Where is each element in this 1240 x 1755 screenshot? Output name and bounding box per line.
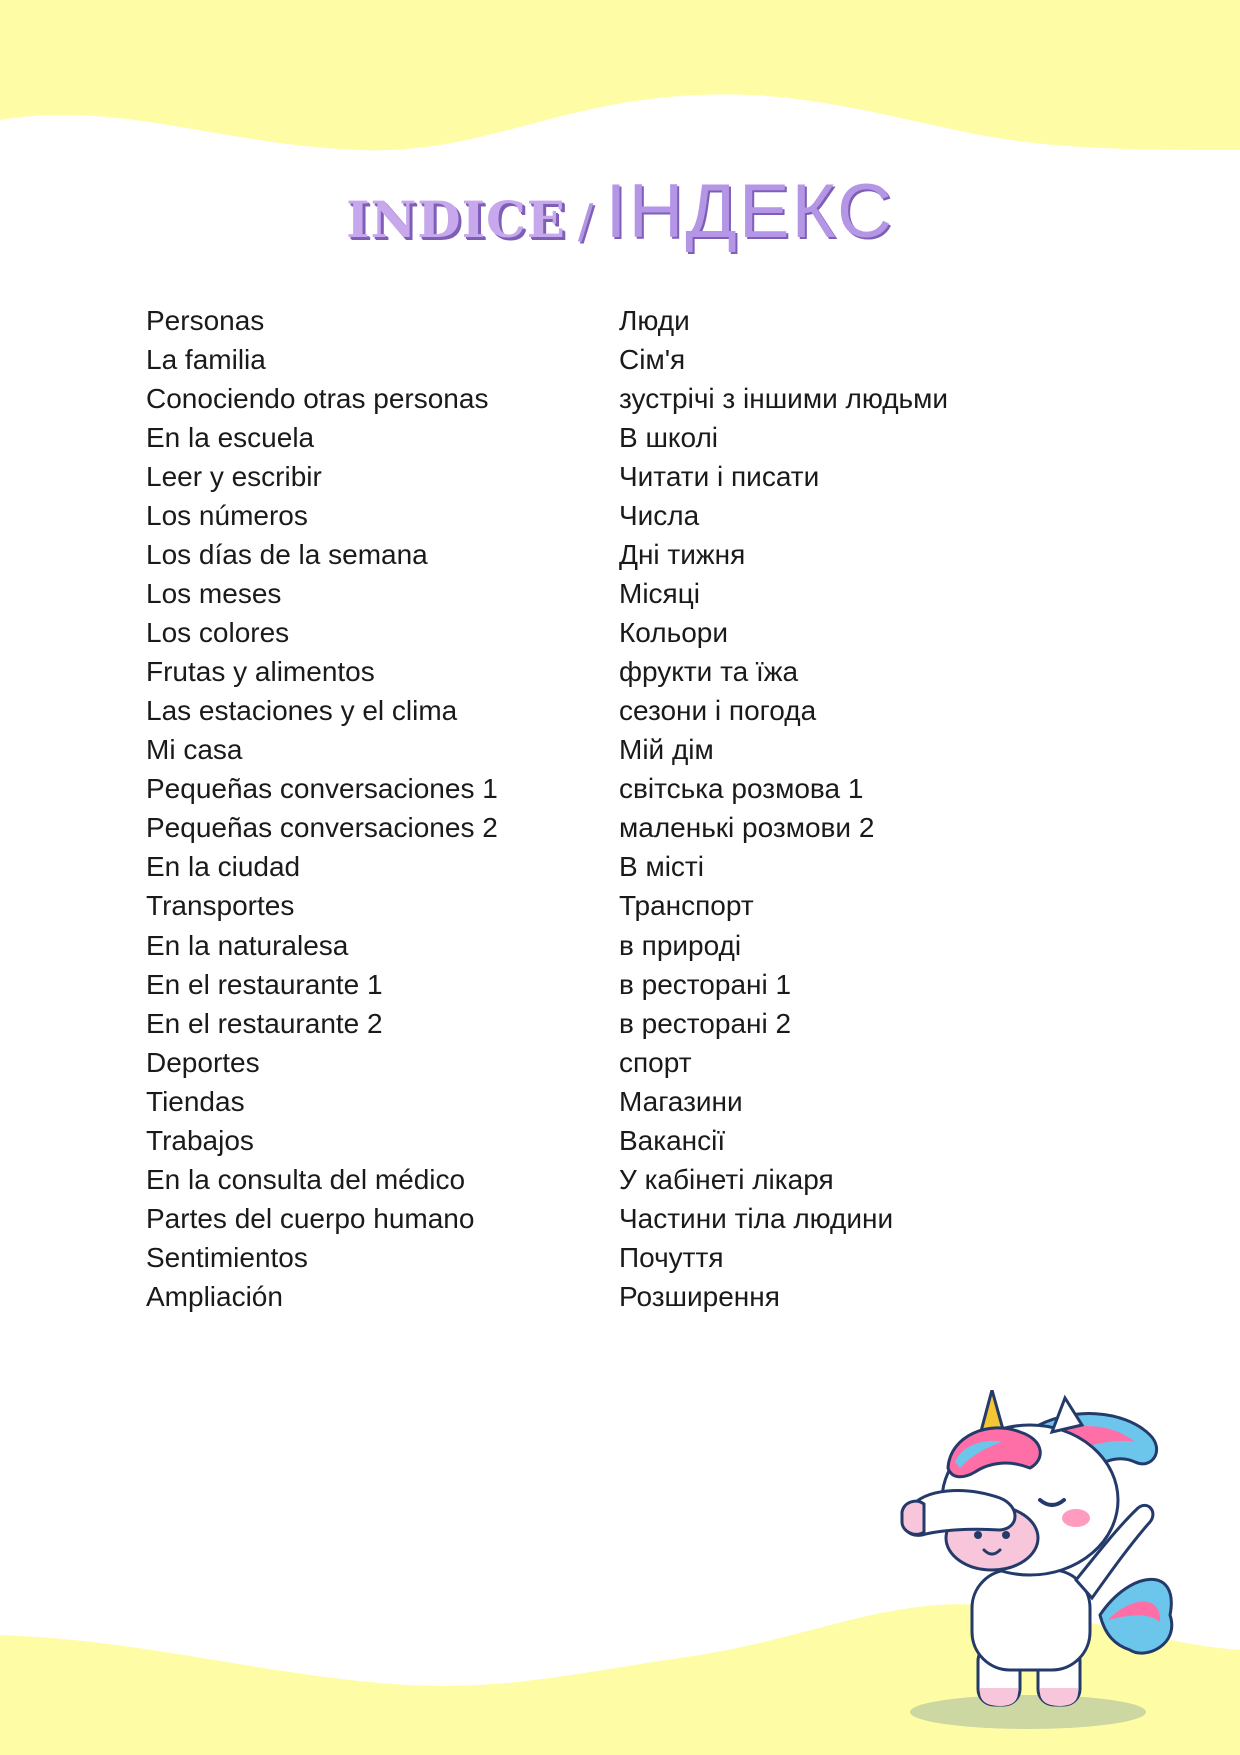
spanish-topic-item: Pequeñas conversaciones 2 xyxy=(146,812,498,844)
spanish-topic-item: Mi casa xyxy=(146,734,243,766)
spanish-topic-item: En la naturalesa xyxy=(146,929,349,961)
unicorn-cheek xyxy=(1062,1509,1090,1527)
spanish-topic-item: Los colores xyxy=(146,617,290,649)
ukrainian-topic-item: Вакансії xyxy=(619,1124,726,1156)
spanish-topic-item: Pequeñas conversaciones 1 xyxy=(146,773,498,805)
ukrainian-topic-item: Кольори xyxy=(619,617,728,649)
ukrainian-topic-item: Частини тіла людини xyxy=(619,1202,894,1234)
spanish-topic-item: Trabajos xyxy=(146,1124,254,1156)
title-ukrainian: ІНДЕКС xyxy=(605,169,894,254)
spanish-topic-item: Ampliación xyxy=(146,1280,283,1312)
ukrainian-topic-item: світська розмова 1 xyxy=(619,773,864,805)
spanish-topic-item: Los meses xyxy=(146,578,282,610)
ukrainian-topic-item: Сім'я xyxy=(619,344,686,376)
ukrainian-topic-item: Читати і писати xyxy=(619,461,820,493)
spanish-topic-item: Personas xyxy=(146,305,265,336)
unicorn-nostril-left xyxy=(974,1531,982,1539)
ukrainian-topic-item: Числа xyxy=(619,500,700,532)
ukrainian-topic-item: зустрічі з іншими людьми xyxy=(619,383,949,415)
ukrainian-topic-item: в ресторані 2 xyxy=(619,1007,792,1039)
spanish-topic-item: Deportes xyxy=(146,1046,260,1078)
top-wave-shape xyxy=(0,0,1240,150)
ukrainian-topic-item: в ресторані 1 xyxy=(619,968,792,1000)
title-spanish: INDICE xyxy=(346,190,566,249)
spanish-topic-item: En el restaurante 1 xyxy=(146,968,383,1000)
ukrainian-topic-item: Розширення xyxy=(619,1280,780,1312)
title-separator: / xyxy=(577,194,594,248)
spanish-topic-item: Tiendas xyxy=(146,1085,245,1117)
ukrainian-topic-item: маленькі розмови 2 xyxy=(619,812,875,844)
spanish-topic-item: Leer y escribir xyxy=(146,461,322,493)
spanish-topic-item: En la consulta del médico xyxy=(146,1163,466,1195)
spanish-topic-item: Los números xyxy=(146,500,308,532)
spanish-topic-item: Transportes xyxy=(146,890,295,922)
ukrainian-topic-item: спорт xyxy=(619,1046,692,1078)
spanish-topic-item: Sentimientos xyxy=(146,1241,308,1273)
spanish-topic-item: En la escuela xyxy=(146,422,315,454)
spanish-topic-item: La familia xyxy=(146,344,266,376)
spanish-topic-item: Los días de la semana xyxy=(146,539,428,571)
unicorn-nostril-right xyxy=(1002,1531,1010,1539)
spanish-topic-item: Las estaciones y el clima xyxy=(146,695,458,727)
unicorn-body xyxy=(972,1570,1090,1670)
spanish-topic-item: En el restaurante 2 xyxy=(146,1007,383,1039)
ukrainian-topic-item: У кабінеті лікаря xyxy=(619,1163,834,1195)
unicorn-ground-shadow xyxy=(910,1695,1146,1729)
ukrainian-topic-item: В місті xyxy=(619,851,704,883)
spanish-topic-item: En la ciudad xyxy=(146,851,301,883)
ukrainian-topic-item: Люди xyxy=(619,305,690,336)
ukrainian-topic-item: в природі xyxy=(619,929,742,961)
ukrainian-topic-item: сезони і погода xyxy=(619,695,817,727)
ukrainian-topic-item: Місяці xyxy=(619,578,700,610)
dabbing-unicorn-illustration xyxy=(880,1390,1180,1735)
spanish-topic-item: Frutas y alimentos xyxy=(146,656,375,688)
ukrainian-topic-item: В школі xyxy=(619,422,718,454)
unicorn-tail xyxy=(1100,1579,1172,1653)
ukrainian-topic-item: фрукти та їжа xyxy=(619,656,799,688)
ukrainian-topic-list xyxy=(619,301,1059,1316)
ukrainian-topic-item: Дні тижня xyxy=(619,539,746,571)
unicorn-dab-hoof xyxy=(902,1501,924,1534)
spanish-topic-item: Partes del cuerpo humano xyxy=(146,1202,475,1234)
page-title xyxy=(0,168,1240,255)
ukrainian-topic-item: Транспорт xyxy=(619,890,754,922)
top-wave-decoration xyxy=(0,0,1240,170)
ukrainian-topic-item: Магазини xyxy=(619,1085,743,1117)
ukrainian-topic-item: Почуття xyxy=(619,1241,724,1273)
ukrainian-topic-item: Мій дім xyxy=(619,734,714,766)
spanish-topic-item: Conociendo otras personas xyxy=(146,383,489,415)
spanish-topic-list xyxy=(146,301,586,1316)
